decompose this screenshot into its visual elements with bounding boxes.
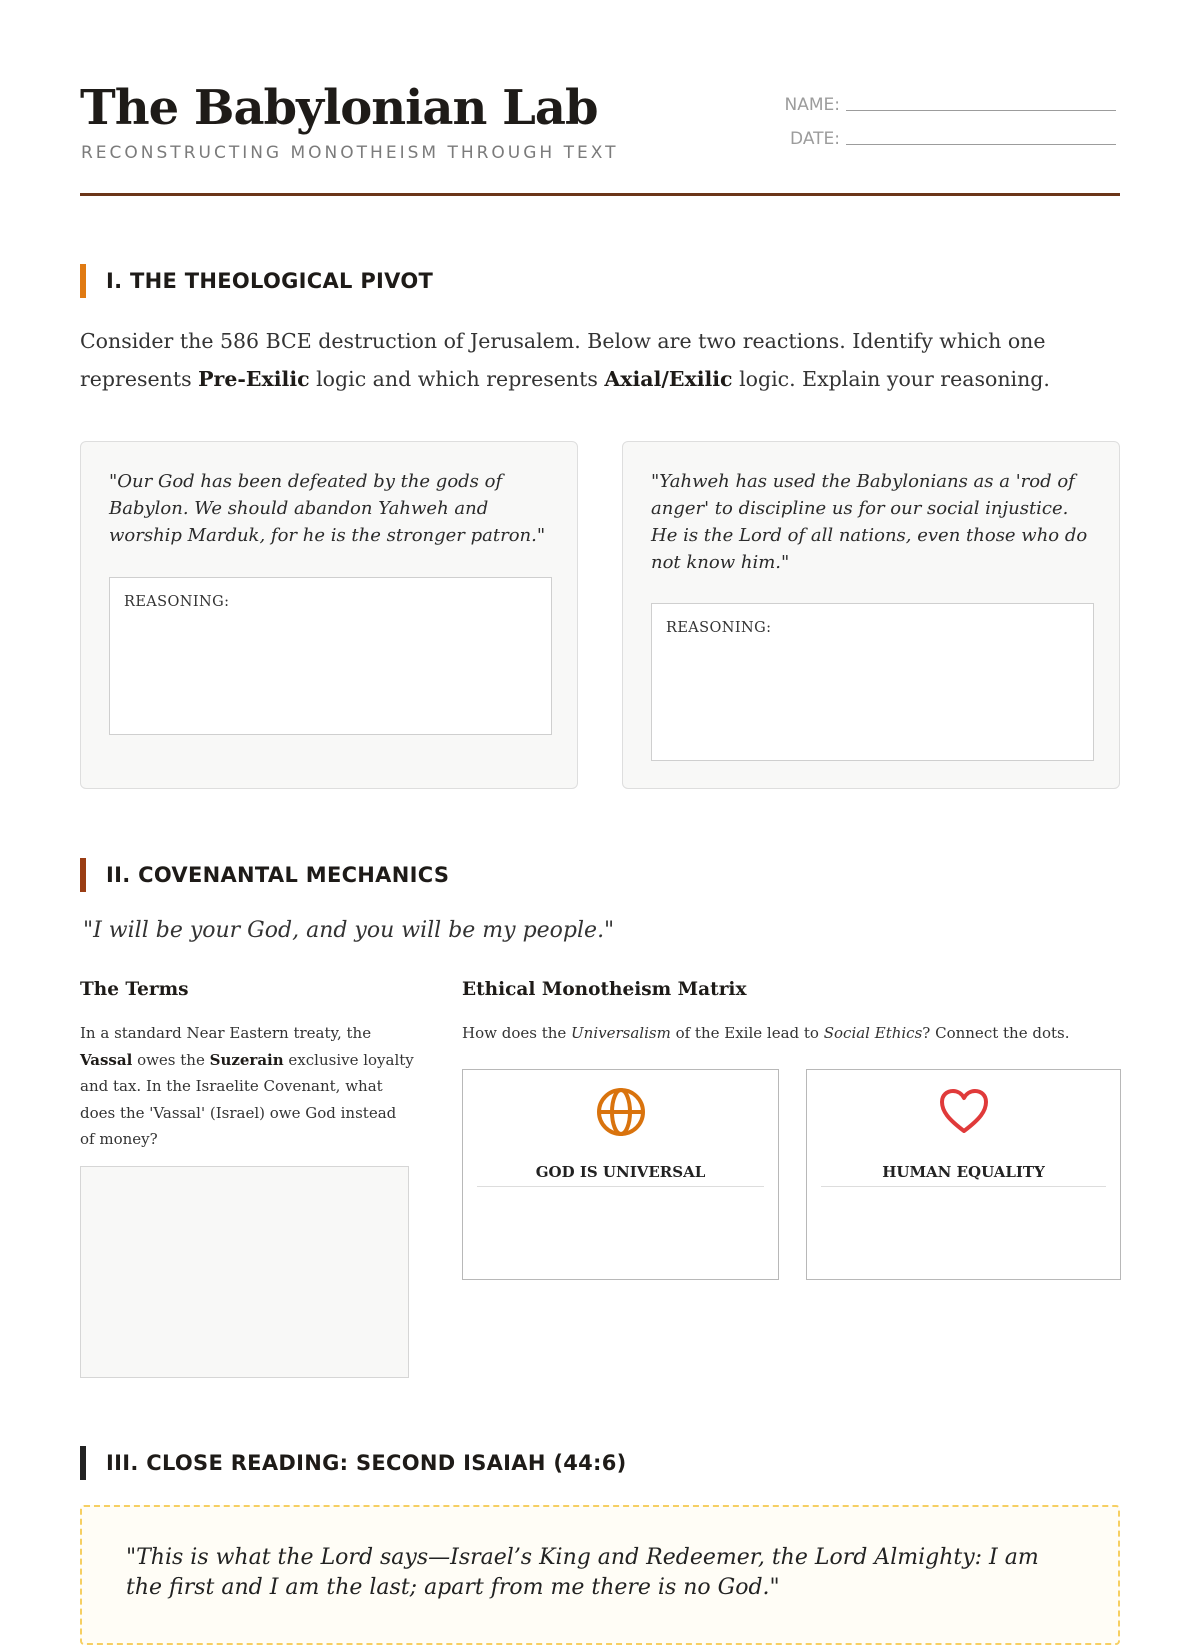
- intro-text-3: logic. Explain your reasoning.: [732, 367, 1050, 391]
- terms-text-2: owes the: [132, 1050, 210, 1069]
- terms-text-1: In a standard Near Eastern treaty, the: [80, 1024, 372, 1042]
- matrix-box-equality[interactable]: [806, 1069, 1121, 1280]
- terms-text-3: exclusive loyalty and tax. In the Israelite Covenant, what does the 'Vassal' (Israel) owe God instead of money?: [80, 1050, 414, 1148]
- matrix-text-2: of the Exile lead to: [670, 1024, 824, 1042]
- covenant-motto: "I will be your God, and you will be my people.": [83, 918, 615, 943]
- name-line[interactable]: [846, 109, 1116, 111]
- matrix-text-1: How does the: [462, 1024, 572, 1042]
- matrix-label-universal: GOD IS UNIVERSAL: [535, 1163, 706, 1181]
- matrix-divider-equality: [821, 1186, 1106, 1187]
- page-subtitle: RECONSTRUCTING MONOTHEISM THROUGH TEXT: [81, 143, 619, 163]
- pre-exilic-term: Pre-Exilic: [198, 367, 310, 391]
- reasoning-box-1[interactable]: [109, 577, 552, 735]
- header-divider: [80, 193, 1120, 196]
- heart-icon: [938, 1086, 990, 1138]
- intro-text-2: logic and which represents: [309, 367, 605, 391]
- matrix-prompt: [462, 1020, 1122, 1047]
- matrix-title: Ethical Monotheism Matrix: [462, 979, 747, 1000]
- name-field[interactable]: [770, 95, 1116, 115]
- reasoning-label-1: REASONING:: [124, 594, 230, 610]
- matrix-text-3: ? Connect the dots.: [922, 1024, 1070, 1042]
- date-field[interactable]: [770, 129, 1116, 149]
- page-title: The Babylonian Lab: [80, 80, 598, 136]
- isaiah-quote: "This is what the Lord says—Israel’s King and Redeemer, the Lord Almighty: I am the first and I am the last; apart from me there is no God.": [126, 1545, 1039, 1600]
- social-ethics-term: Social Ethics: [823, 1024, 923, 1042]
- matrix-box-universal[interactable]: [462, 1069, 779, 1280]
- section-1-accent-bar: [80, 264, 86, 298]
- name-label: NAME:: [784, 95, 840, 115]
- reaction-card-1: [80, 441, 578, 789]
- vassal-term: Vassal: [80, 1050, 133, 1069]
- universalism-term: Universalism: [571, 1024, 671, 1042]
- section-3-heading: [80, 1446, 627, 1480]
- date-label: DATE:: [790, 129, 840, 149]
- section-3-title: III. CLOSE READING: SECOND ISAIAH (44:6): [106, 1451, 627, 1475]
- axial-exilic-term: Axial/Exilic: [604, 367, 733, 391]
- matrix-label-equality: HUMAN EQUALITY: [882, 1163, 1045, 1181]
- section-2-title: II. COVENANTAL MECHANICS: [106, 863, 450, 887]
- section-2-heading: [80, 858, 449, 892]
- section-2-accent-bar: [80, 858, 86, 892]
- section-1-intro: [80, 322, 1130, 398]
- terms-prompt: [80, 1020, 415, 1153]
- section-3-accent-bar: [80, 1446, 86, 1480]
- close-reading-box: [80, 1505, 1120, 1645]
- terms-title: The Terms: [80, 979, 189, 1000]
- reaction-card-2: [622, 441, 1120, 789]
- reasoning-box-2[interactable]: [651, 603, 1094, 761]
- terms-answer-box[interactable]: [80, 1166, 409, 1378]
- globe-icon: [595, 1086, 647, 1138]
- reaction-quote-2: "Yahweh has used the Babylonians as a 'rod of anger' to discipline us for our social injustice. He is the Lord of all nations, even those who do not know him.": [651, 471, 1088, 573]
- intro-text-1: Consider the 586 BCE destruction of Jerusalem. Below are two reactions. Identify which one represents: [80, 329, 1046, 391]
- reaction-quote-1: "Our God has been defeated by the gods of Babylon. We should abandon Yahweh and worship Marduk, for he is the stronger patron.": [109, 471, 546, 546]
- section-1-title: I. THE THEOLOGICAL PIVOT: [106, 269, 434, 293]
- section-1-heading: [80, 264, 433, 298]
- reasoning-label-2: REASONING:: [666, 620, 772, 636]
- date-line[interactable]: [846, 143, 1116, 145]
- matrix-divider-universal: [477, 1186, 764, 1187]
- suzerain-term: Suzerain: [209, 1050, 284, 1069]
